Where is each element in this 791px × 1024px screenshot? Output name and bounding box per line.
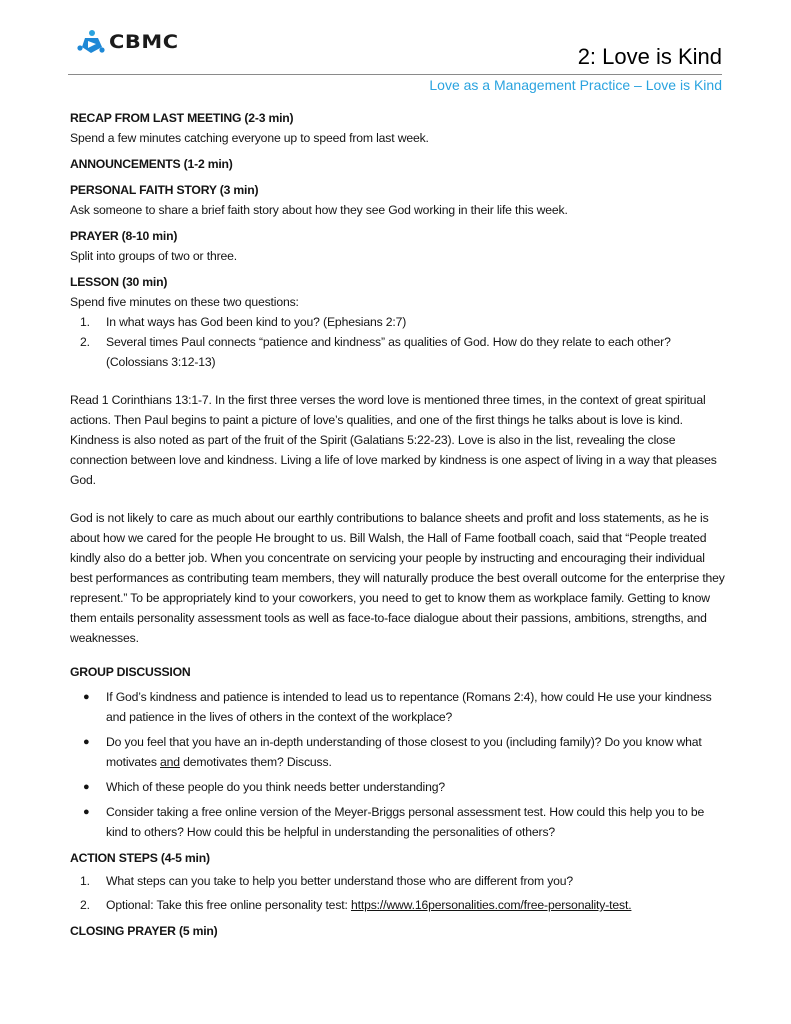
document-subtitle: Love as a Management Practice – Love is Kind	[429, 77, 722, 93]
recap-heading: RECAP FROM LAST MEETING (2-3 min)	[70, 111, 294, 125]
section-lesson	[70, 272, 726, 648]
prayer-text: Split into groups of two or three.	[70, 249, 237, 263]
bullet-icon: ●	[83, 691, 90, 703]
question-text: In what ways has God been kind to you? (Ephesians 2:7)	[106, 315, 407, 329]
lesson-heading: LESSON (30 min)	[70, 275, 168, 289]
list-item	[70, 802, 726, 842]
document-body	[70, 108, 726, 941]
list-item	[70, 687, 726, 727]
group-discussion-heading: GROUP DISCUSSION	[70, 665, 191, 679]
closing-prayer-heading: CLOSING PRAYER (5 min)	[70, 924, 218, 938]
discussion-text: Consider taking a free online version of the Meyer-Briggs personal assessment test. How could this help you to be kind to others? How could this be helpful in understanding the personalities of others?	[106, 805, 705, 839]
list-item	[70, 732, 726, 772]
recap-text: Spend a few minutes catching everyone up to speed from last week.	[70, 131, 429, 145]
action-step-text: Optional: Take this free online personality test:	[106, 898, 351, 912]
document-title: 2: Love is Kind	[577, 44, 722, 69]
list-number: 2.	[80, 335, 90, 349]
cbmc-logo	[76, 29, 179, 55]
underlined-word: and	[160, 755, 180, 769]
list-item	[70, 332, 726, 372]
discussion-text-part: demotivates them? Discuss.	[179, 755, 332, 769]
bullet-icon: ●	[83, 806, 90, 818]
section-closing-prayer	[70, 921, 726, 941]
section-announcements	[70, 154, 726, 174]
lesson-questions	[70, 312, 726, 372]
section-prayer	[70, 226, 726, 266]
personality-test-link[interactable]: https://www.16personalities.com/free-personality-test.	[350, 898, 632, 912]
prayer-heading: PRAYER (8-10 min)	[70, 229, 178, 243]
faith-story-heading: PERSONAL FAITH STORY (3 min)	[70, 183, 259, 197]
discussion-text: If God’s kindness and patience is intended to lead us to repentance (Romans 2:4), how could He use your kindness and patience in the lives of others in the context of the workplace?	[106, 690, 712, 724]
question-text: Several times Paul connects “patience and kindness” as qualities of God. How do they relate to each other? (Colossians 3:12-13)	[106, 335, 671, 369]
list-item	[70, 777, 726, 797]
section-action-steps	[70, 848, 726, 915]
section-recap	[70, 108, 726, 148]
action-step-text: What steps can you take to help you better understand those who are different from you?	[106, 874, 574, 888]
lesson-paragraph-1: Read 1 Corinthians 13:1-7. In the first three verses the word love is mentioned three times, in the context of great spiritual actions. Then Paul begins to paint a picture of love’s qualities, and one of the first things he talks about is love is kind. Kindness is also noted as part of the fruit of the Spirit (Galatians 5:22-23). Love is also in the list, revealing the close connection between love and kindness. Living a life of love marked by kindness is one aspect of living in a way that pleases God.	[70, 393, 717, 487]
faith-story-text: Ask someone to share a brief faith story about how they see God working in their life this week.	[70, 203, 568, 217]
discussion-text-part: Do you feel that you have an in-depth understanding of those closest to you (including family)? Do you know what motivates	[106, 735, 702, 769]
discussion-text: Which of these people do you think needs better understanding?	[106, 780, 445, 794]
bullet-icon: ●	[83, 781, 90, 793]
announcements-heading: ANNOUNCEMENTS (1-2 min)	[70, 157, 233, 171]
list-number: 1.	[80, 315, 90, 329]
list-item	[70, 312, 726, 332]
discussion-questions	[70, 687, 726, 842]
section-faith-story	[70, 180, 726, 220]
header-divider	[68, 74, 722, 75]
action-steps-list	[70, 871, 726, 915]
action-steps-heading: ACTION STEPS (4-5 min)	[70, 851, 210, 865]
list-item	[70, 871, 726, 891]
logo-text: CBMC	[109, 31, 179, 53]
bullet-icon: ●	[83, 736, 90, 748]
list-item	[70, 895, 726, 915]
lesson-intro: Spend five minutes on these two questions:	[70, 295, 299, 309]
cbmc-logo-icon	[76, 29, 106, 55]
lesson-paragraph-2: God is not likely to care as much about our earthly contributions to balance sheets and profit and loss statements, as he is about how we cared for the people He brought to us. Bill Walsh, the Hall of Fame football coach, said that “People treated kindly also do a better job. When you concentrate on servicing your people by instructing and encouraging their individual best performances as contributing team members, they will naturally produce the best overall outcome for the enterprise they represent.” To be appropriately kind to your coworkers, you need to get to know them as workplace family. Getting to know them entails personality assessment tools as well as face-to-face dialogue about their passions, ambitions, strengths, and weaknesses.	[70, 511, 725, 645]
section-group-discussion	[70, 662, 726, 842]
list-number: 2.	[80, 898, 90, 912]
list-number: 1.	[80, 874, 90, 888]
